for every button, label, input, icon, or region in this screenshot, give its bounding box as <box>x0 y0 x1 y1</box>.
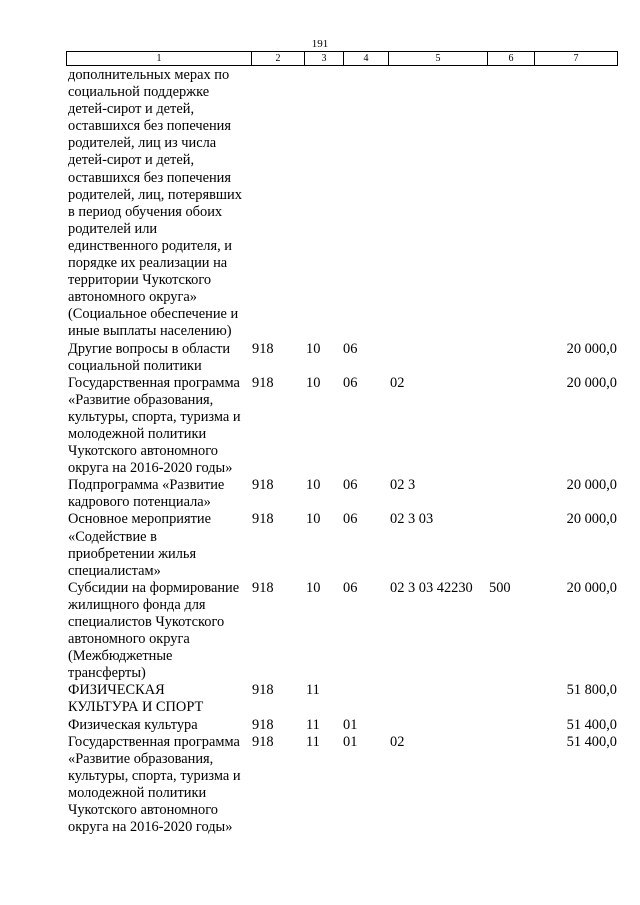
row-name-line: (Межбюджетные <box>68 648 173 665</box>
row-name-line: автономного округа» <box>68 289 197 306</box>
row-grbs: 918 <box>252 682 274 699</box>
table-row <box>0 682 640 716</box>
row-name-line: культуры, спорта, туризма и <box>68 408 241 425</box>
row-name-line: КУЛЬТУРА И СПОРТ <box>68 699 204 716</box>
row-name <box>68 375 254 478</box>
row-grbs: 918 <box>252 511 274 528</box>
row-amount: 51 800,0 <box>566 682 617 699</box>
row-name-line: единственного родителя, и <box>68 237 233 254</box>
row-subsection: 06 <box>343 477 358 494</box>
row-name-line: «Содействие в <box>68 528 157 545</box>
row-name-line: в период обучения обоих <box>68 203 223 220</box>
row-name-line: Чукотского автономного <box>68 443 218 460</box>
row-name-line: территории Чукотского <box>68 272 212 289</box>
row-target-article: 02 <box>390 374 405 391</box>
row-grbs: 918 <box>252 716 274 733</box>
column-header-6: 6 <box>488 52 535 66</box>
row-name-line: молодежной политики <box>68 425 207 442</box>
row-amount: 20 000,0 <box>566 340 617 357</box>
row-subsection: 06 <box>343 374 358 391</box>
row-grbs: 918 <box>252 340 274 357</box>
row-name-line: молодежной политики <box>68 784 207 801</box>
row-grbs: 918 <box>252 579 274 596</box>
row-name <box>68 67 254 341</box>
row-name-line: социальной поддержке <box>68 84 210 101</box>
page-number: 191 <box>311 38 329 50</box>
row-section: 11 <box>306 733 320 750</box>
row-name-line: Другие вопросы в области <box>68 340 231 357</box>
row-section: 11 <box>306 682 320 699</box>
row-expense-type: 500 <box>489 579 511 596</box>
row-grbs: 918 <box>252 477 274 494</box>
row-grbs: 918 <box>252 374 274 391</box>
row-section: 10 <box>306 374 321 391</box>
row-subsection: 01 <box>343 716 358 733</box>
table-row <box>0 341 640 375</box>
table-row <box>0 477 640 511</box>
row-amount: 20 000,0 <box>566 511 617 528</box>
column-header-3: 3 <box>305 52 344 66</box>
row-name <box>68 511 254 579</box>
row-subsection: 06 <box>343 579 358 596</box>
row-name-line: жилищного фонда для <box>68 596 206 613</box>
row-name-line: ФИЗИЧЕСКАЯ <box>68 682 165 699</box>
row-section: 10 <box>306 340 321 357</box>
row-target-article: 02 3 <box>390 477 416 494</box>
row-name-line: Основное мероприятие <box>68 511 212 528</box>
row-name <box>68 341 254 375</box>
row-name <box>68 734 254 837</box>
row-target-article: 02 3 03 42230 <box>390 579 473 596</box>
row-section: 10 <box>306 511 321 528</box>
row-name-line: Физическая культура <box>68 716 198 733</box>
row-name-line: оставшихся без попечения <box>68 118 232 135</box>
row-grbs: 918 <box>252 733 274 750</box>
table-header <box>66 51 618 66</box>
row-target-article: 02 3 03 <box>390 511 434 528</box>
row-amount: 51 400,0 <box>566 733 617 750</box>
row-name-line: Государственная программа <box>68 733 240 750</box>
row-name-line: Подпрограмма «Развитие <box>68 477 225 494</box>
row-name-line: «Развитие образования, <box>68 391 214 408</box>
row-name-line: социальной политики <box>68 357 202 374</box>
row-subsection: 01 <box>343 733 358 750</box>
row-amount: 20 000,0 <box>566 477 617 494</box>
row-name-line: специалистам» <box>68 562 161 579</box>
table-row <box>0 717 640 734</box>
column-header-1: 1 <box>67 52 252 66</box>
table-row <box>0 580 640 683</box>
row-name-line: округа на 2016-2020 годы» <box>68 819 233 836</box>
table-row <box>0 67 640 341</box>
row-name-line: порядке их реализации на <box>68 255 228 272</box>
row-name-line: кадрового потенциала» <box>68 494 211 511</box>
row-name-line: специалистов Чукотского <box>68 614 225 630</box>
table-row <box>0 511 640 579</box>
table-row <box>0 734 640 837</box>
column-header-4: 4 <box>344 52 389 66</box>
row-name-line: родителей, лиц из числа <box>68 135 217 152</box>
column-header-5: 5 <box>389 52 488 66</box>
row-name-line: культуры, спорта, туризма и <box>68 767 241 784</box>
row-section: 10 <box>306 477 321 494</box>
row-name-line: родителей, лиц, потерявших <box>68 186 242 203</box>
row-target-article: 02 <box>390 733 405 750</box>
row-subsection: 06 <box>343 511 358 528</box>
row-name-line: родителей или <box>68 220 158 237</box>
row-subsection: 06 <box>343 340 358 357</box>
row-name-line: оставшихся без попечения <box>68 169 232 186</box>
row-name <box>68 717 254 734</box>
row-section: 11 <box>306 716 320 733</box>
row-name <box>68 477 254 511</box>
row-name-line: дополнительных мерах по <box>68 67 230 83</box>
row-name-line: округа на 2016-2020 годы» <box>68 460 233 477</box>
row-name-line: «Развитие образования, <box>68 750 214 767</box>
row-name-line: детей-сирот и детей, <box>68 101 195 118</box>
column-header-7: 7 <box>535 52 618 66</box>
row-name <box>68 580 254 683</box>
row-name-line: приобретении жилья <box>68 545 197 562</box>
budget-table-body <box>0 67 640 836</box>
row-name-line: автономного округа <box>68 631 190 648</box>
row-name-line: детей-сирот и детей, <box>68 152 195 169</box>
table-row <box>0 375 640 478</box>
row-amount: 51 400,0 <box>566 716 617 733</box>
column-header-2: 2 <box>252 52 305 66</box>
row-name-line: Чукотского автономного <box>68 802 218 819</box>
row-name-line: (Социальное обеспечение и <box>68 306 239 323</box>
row-amount: 20 000,0 <box>566 374 617 391</box>
row-section: 10 <box>306 579 321 596</box>
row-name <box>68 682 254 716</box>
row-name-line: Государственная программа <box>68 374 240 391</box>
row-name-line: иные выплаты населению) <box>68 323 232 340</box>
row-name-line: Субсидии на формирование <box>68 579 240 596</box>
row-name-line: трансферты) <box>68 665 146 682</box>
row-amount: 20 000,0 <box>566 579 617 596</box>
